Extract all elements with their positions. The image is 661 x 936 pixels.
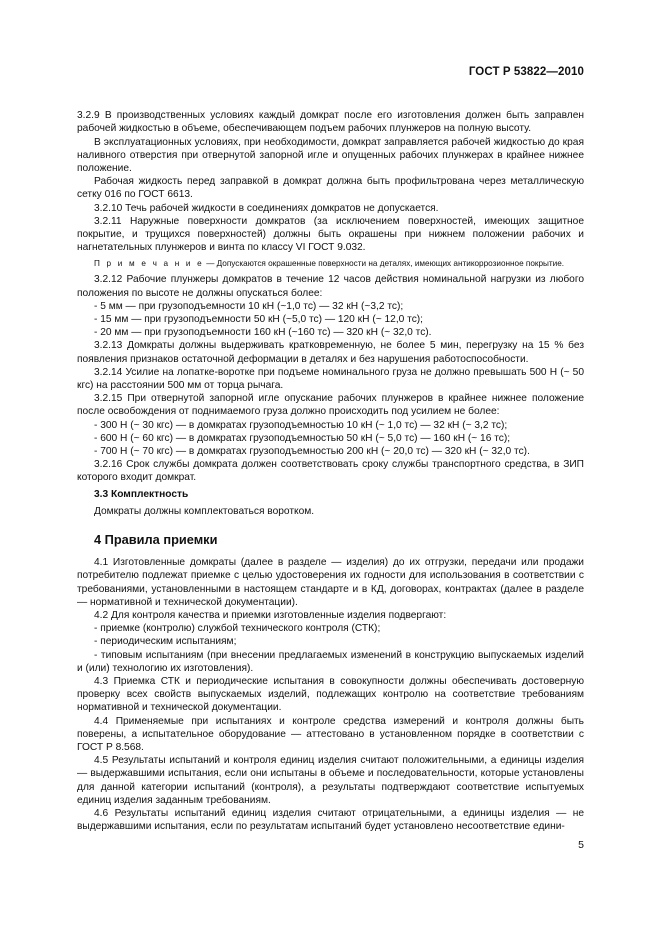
paragraph-fluid-filtering: Рабочая жидкость перед заправкой в домкрат должна быть профильтрована через металлическую сетку 016 по ГОСТ 6613. (77, 176, 584, 201)
list-item: - 5 мм — при грузоподъемности 10 кН (~1,0 тс) — 32 кН (~3,2 тс); (94, 300, 404, 312)
paragraph-3-3: Домкраты должны комплектоваться воротком. (94, 505, 315, 517)
paragraph-3-2-16: 3.2.16 Срок службы домкрата должен соответствовать сроку службы транспортного средства, в ЗИП которого входит домкрат. (77, 459, 584, 484)
paragraph-4-2: 4.2 Для контроля качества и приемки изготовленные изделия подвергают: (94, 609, 447, 621)
paragraph-4-3: 4.3 Приемка СТК и периодические испытания в совокупности должны обеспечивать достоверную проверку всех свойств выпускаемых изделий, подлежащих контролю на соответствие требованиям нормативной и технической документации. (77, 675, 584, 714)
paragraph-4-4: 4.4 Применяемые при испытаниях и контроле средства измерений и контроля должны быть поверены, а испытательное оборудование — аттестовано в установленном порядке в соответствии с ГОСТ Р 8.568. (77, 715, 584, 753)
list-item: - 20 мм — при грузоподъемности 160 кН (~160 тс) — 320 кН (~ 32,0 тс). (94, 327, 432, 339)
paragraph-4-6: 4.6 Результаты испытаний единиц изделия считают отрицательными, а единицы изделия — не выдержавшими испытания, если по результатам испытаний будет установлено несоответствие едини- (77, 807, 584, 833)
list-item: - 15 мм — при грузоподъемности 50 кН (~5,0 тс) — 120 кН (~ 12,0 тс); (94, 314, 424, 326)
list-item: - 700 Н (~ 70 кгс) — в домкратах грузоподъемностью 200 кН (~ 20,0 тс) — 320 кН (~ 32,0 тс). (94, 446, 530, 458)
paragraph-3-2-12: 3.2.12 Рабочие плунжеры домкратов в течение 12 часов действия номинальной нагрузки из любого положения по высоте не должны опускаться более: (77, 274, 584, 299)
paragraph-3-2-15: 3.2.15 При отвернутой запорной игле опускание рабочих плунжеров в крайнее нижнее положение после освобождения от поднимаемого груза должно происходить под усилием не более: (77, 393, 584, 418)
note-text: — Допускаются окрашенные поверхности на деталях, имеющих антикоррозионное покрытие. (203, 259, 565, 269)
paragraph-3-2-13: 3.2.13 Домкраты должны выдерживать кратковременную, не более 5 мин, перегрузку на 15 % без появления признаков остаточной деформации в деталях и без нарушения работоспособности. (77, 340, 584, 365)
paragraph-operational-refill: В эксплуатационных условиях, при необходимости, домкрат заправляется рабочей жидкостью до края наливного отверстия при отвернутой запорной игле и опущенных рабочих плунжерах в крайнее нижнее положение. (77, 136, 584, 175)
list-item: - типовым испытаниям (при внесении предлагаемых изменений в конструкцию выпускаемых изделий и (или) технологию их изготовления). (77, 649, 584, 674)
paragraph-4-5: 4.5 Результаты испытаний и контроля единиц изделия считают положительными, а единицы изделия — выдержавшими испытания, если они испытаны в объеме и последовательности, которые установлены для данной категории испытаний (контроля), а результаты подтверждают соответствие испытуемых единиц изделия заданным требованиям. (77, 755, 584, 806)
section-title-4: 4 Правила приемки (94, 532, 218, 548)
paragraph-3-2-14: 3.2.14 Усилие на лопатке-воротке при подъеме номинального груза не должно превышать 500 Н (~ 50 кгс) на расстоянии 500 мм от торца рычага. (77, 366, 584, 392)
document-id-header: ГОСТ Р 53822—2010 (468, 66, 584, 78)
subsection-title-3-3: 3.3 Комплектность (94, 488, 189, 500)
list-item: - периодическим испытаниям; (94, 636, 237, 648)
paragraph-3-2-10: 3.2.10 Течь рабочей жидкости в соединениях домкратов не допускается. (94, 202, 439, 214)
paragraph-3-2-11: 3.2.11 Наружные поверхности домкратов (за исключением поверхностей, имеющих защитное покрытие, и трущихся поверхностей) должны быть окрашены при нижнем положении рабочих и нагнетательных плунжеров и винта по классу VI ГОСТ 9.032. (77, 215, 584, 254)
note (77, 258, 584, 269)
document-body (77, 96, 584, 833)
paragraph-4-1: 4.1 Изготовленные домкраты (далее в разделе — изделия) до их отгрузки, передачи или продажи потребителю подлежат приемке с целью удостоверения их годности для использования в соответствии с требованиями, установленными в настоящем стандарте и в КД, договорах, контрактах (далее в разделе — нормативной и технической документации). (77, 557, 584, 608)
note-label: П р и м е ч а н и е (94, 259, 204, 269)
paragraph-3-2-9: 3.2.9 В производственных условиях каждый домкрат после его изготовления должен быть заправлен рабочей жидкостью в объеме, обеспечивающем подъем рабочих плунжеров на полную высоту. (77, 110, 584, 135)
list-item: - 300 Н (~ 30 кгс) — в домкратах грузоподъемностью 10 кН (~ 1,0 тс) — 32 кН (~ 3,2 тс); (94, 419, 508, 431)
list-item: - 600 Н (~ 60 кгс) — в домкратах грузоподъемностью 50 кН (~ 5,0 тс) — 160 кН (~ 16 тс); (94, 432, 511, 444)
list-item: - приемке (контролю) службой технического контроля (СТК); (94, 623, 381, 635)
page-number: 5 (578, 839, 584, 851)
